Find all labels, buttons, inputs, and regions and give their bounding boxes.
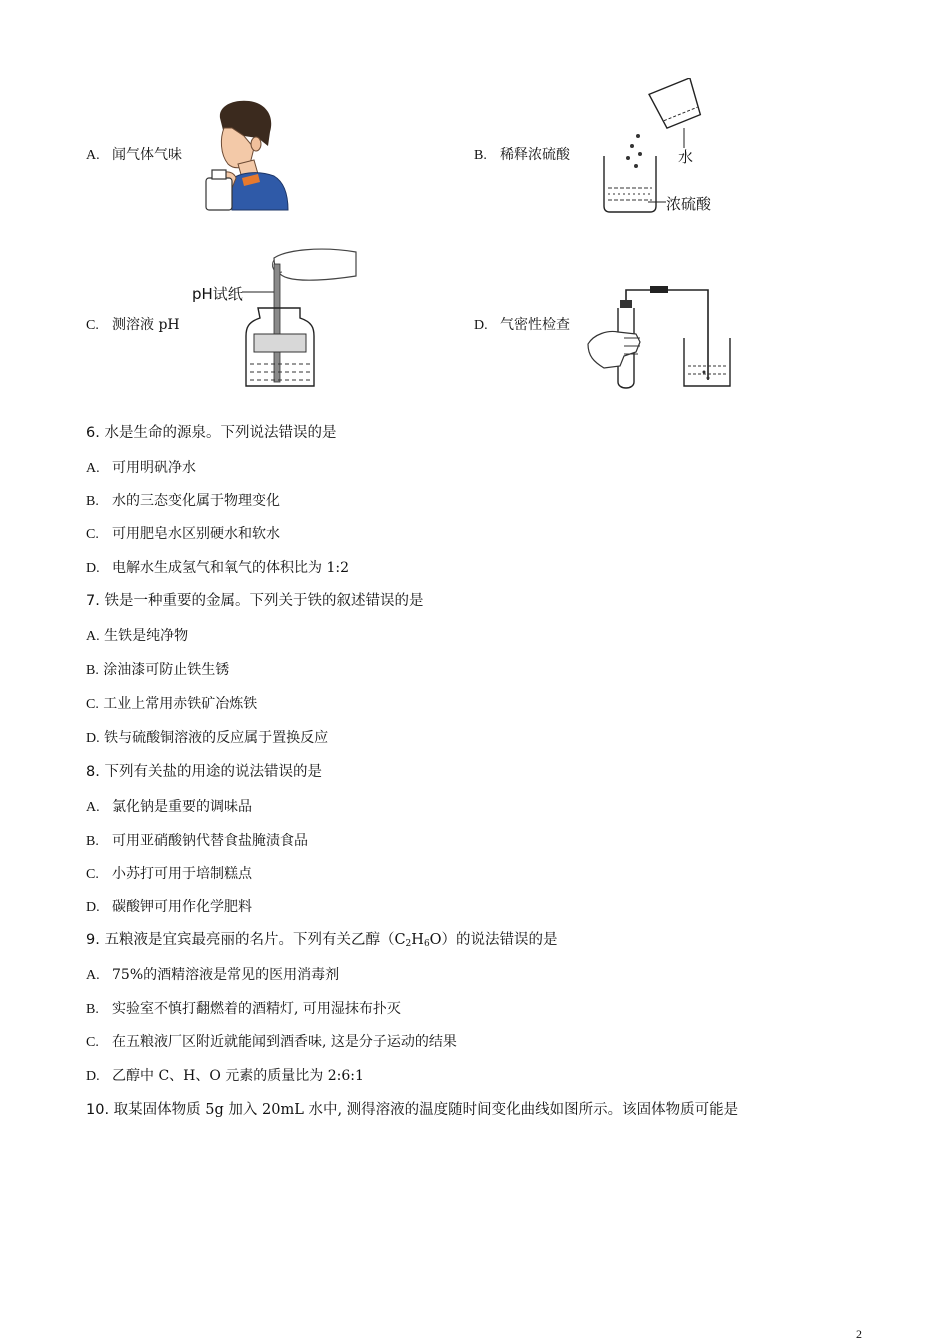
option-text: 稀释浓硫酸 xyxy=(500,147,570,163)
option-letter: A. xyxy=(86,800,100,815)
option-letter: A. xyxy=(86,968,100,983)
question-number: 10. xyxy=(86,1102,110,1118)
option-text: 气密性检查 xyxy=(500,317,570,333)
option-letter: C. xyxy=(86,527,99,542)
q8-option-a xyxy=(86,798,252,817)
option-text: 75%的酒精溶液是常见的医用消毒剂 xyxy=(112,967,340,983)
q7-option-a xyxy=(86,627,188,646)
option-letter: B. xyxy=(86,1002,99,1017)
option-text: 小苏打可用于培制糕点 xyxy=(112,866,252,882)
q6-option-d xyxy=(86,559,349,578)
option-letter: B. xyxy=(86,663,99,678)
question-7 xyxy=(86,592,423,610)
q9-option-b xyxy=(86,1000,401,1019)
option-letter: C. xyxy=(86,697,99,712)
option-letter: B. xyxy=(86,834,99,849)
question-number: 7. xyxy=(86,593,100,609)
option-text: 氯化钠是重要的调味品 xyxy=(112,799,252,815)
water-label: 水 xyxy=(678,148,694,166)
question-number: 6. xyxy=(86,425,100,441)
question-9 xyxy=(86,931,558,953)
ph-paper-label: pH试纸 xyxy=(192,285,243,303)
question-stem: 取某固体物质 5g 加入 20mL 水中, 测得溶液的温度随时间变化曲线如图所示。该固体物质可能是 xyxy=(109,1102,739,1118)
option-text: 可用肥皂水区别硬水和软水 xyxy=(112,526,280,542)
option-letter: D. xyxy=(86,1069,100,1084)
option-text: 闻气体气味 xyxy=(112,147,182,163)
option-letter: B. xyxy=(474,148,487,163)
formula-part: H xyxy=(411,932,424,948)
option-text: 可用亚硝酸钠代替食盐腌渍食品 xyxy=(112,833,308,849)
question-stem: 下列有关盐的用途的说法错误的是 xyxy=(99,764,322,780)
q6-option-b xyxy=(86,492,280,511)
acid-label: 浓硫酸 xyxy=(666,195,712,213)
subscript: 2 xyxy=(405,939,412,949)
airtight-check-figure xyxy=(584,282,734,392)
option-letter: C. xyxy=(86,1035,99,1050)
q7-option-d xyxy=(86,729,328,748)
option-text: 工业上常用赤铁矿冶炼铁 xyxy=(98,696,258,712)
option-text: 生铁是纯净物 xyxy=(99,628,189,644)
option-text: 测溶液 pH xyxy=(112,317,180,333)
q9-option-d xyxy=(86,1067,364,1086)
q9-option-a xyxy=(86,966,339,985)
dilute-acid-figure xyxy=(598,78,728,218)
option-text: 实验室不慎打翻燃着的酒精灯, 可用湿抹布扑灭 xyxy=(112,1001,401,1017)
smell-gas-figure xyxy=(198,98,290,212)
q8-option-c xyxy=(86,865,252,884)
option-letter: D. xyxy=(86,900,100,915)
option-letter: C. xyxy=(86,867,99,882)
option-text: 可用明矾净水 xyxy=(112,460,196,476)
ph-test-figure xyxy=(190,246,360,392)
option-letter: A. xyxy=(86,148,100,163)
question-8 xyxy=(86,763,322,781)
option-C-ph xyxy=(86,316,180,335)
question-10 xyxy=(86,1101,738,1119)
question-stem: 铁是一种重要的金属。下列关于铁的叙述错误的是 xyxy=(99,593,424,609)
q7-option-c xyxy=(86,695,257,714)
option-text: 碳酸钾可用作化学肥料 xyxy=(112,899,252,915)
option-letter: A. xyxy=(86,461,100,476)
q8-option-d xyxy=(86,898,252,917)
option-letter: C. xyxy=(86,318,99,333)
question-stem: 水是生命的源泉。下列说法错误的是 xyxy=(99,425,337,441)
option-D-airtight xyxy=(474,316,570,335)
page-number: 2 xyxy=(856,1327,862,1341)
q6-option-a xyxy=(86,459,196,478)
option-letter: D. xyxy=(86,561,100,576)
question-number: 9. xyxy=(86,932,100,948)
subscript: 6 xyxy=(423,939,430,949)
option-letter: A. xyxy=(86,629,100,644)
option-text: 电解水生成氢气和氧气的体积比为 1:2 xyxy=(112,560,349,576)
option-text: 水的三态变化属于物理变化 xyxy=(112,493,280,509)
q8-option-b xyxy=(86,832,308,851)
option-letter: D. xyxy=(474,318,488,333)
option-letter: B. xyxy=(86,494,99,509)
question-stem: 五粮液是宜宾最亮丽的名片。下列有关乙醇（C xyxy=(99,932,406,948)
question-number: 8. xyxy=(86,764,100,780)
option-A-smell xyxy=(86,146,182,165)
question-stem-end: O）的说法错误的是 xyxy=(429,932,558,948)
option-text: 铁与硫酸铜溶液的反应属于置换反应 xyxy=(99,730,329,746)
q9-option-c xyxy=(86,1033,457,1052)
option-text: 涂油漆可防止铁生锈 xyxy=(98,662,230,678)
q6-option-c xyxy=(86,525,280,544)
option-letter: D. xyxy=(86,731,100,746)
q7-option-b xyxy=(86,661,229,680)
option-text: 乙醇中 C、H、O 元素的质量比为 2:6:1 xyxy=(112,1068,364,1084)
question-6 xyxy=(86,424,336,442)
option-text: 在五粮液厂区附近就能闻到酒香味, 这是分子运动的结果 xyxy=(112,1034,457,1050)
option-B-dilute xyxy=(474,146,570,165)
